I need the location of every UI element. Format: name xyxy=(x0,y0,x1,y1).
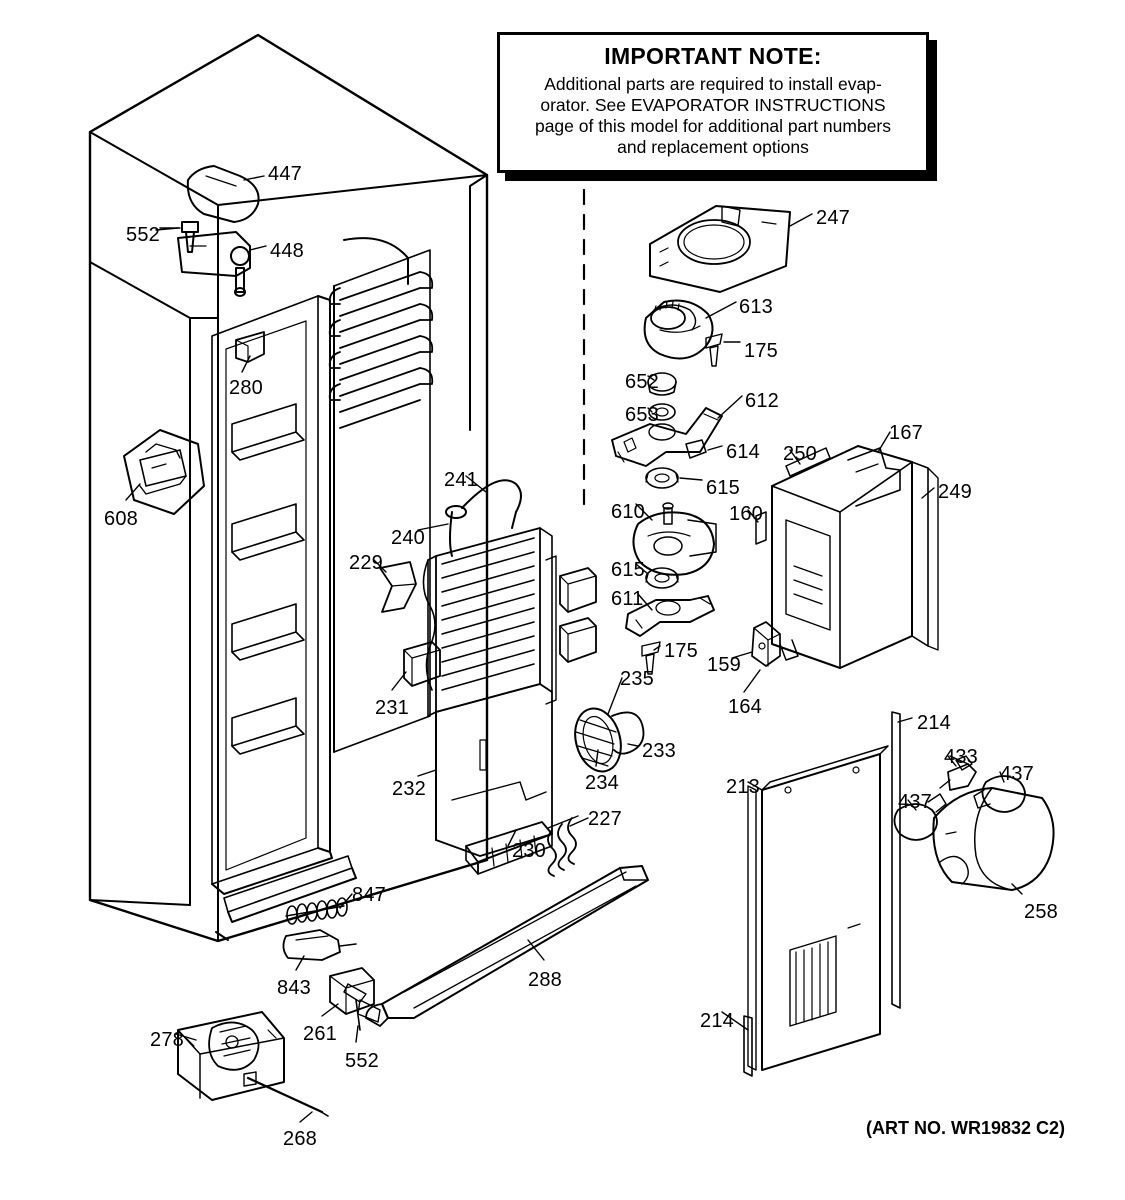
callout-552-1: 552 xyxy=(126,224,160,246)
callout-447-0: 447 xyxy=(268,163,302,185)
part-615-washer-lower xyxy=(646,568,678,588)
part-261-bracket xyxy=(330,968,380,1022)
callout-613-23: 613 xyxy=(739,296,773,318)
callout-231-8: 231 xyxy=(375,697,409,719)
evaporator-assembly xyxy=(423,480,556,856)
important-note-box xyxy=(497,32,929,173)
callout-448-2: 448 xyxy=(270,240,304,262)
callout-214-40: 214 xyxy=(917,712,951,734)
callout-247-22: 247 xyxy=(816,207,850,229)
note-title: IMPORTANT NOTE: xyxy=(604,43,822,69)
callout-610-30: 610 xyxy=(611,501,645,523)
part-843-roller xyxy=(283,930,356,960)
callout-611-32: 611 xyxy=(611,588,644,610)
part-847-spring xyxy=(286,898,347,924)
part-247-shroud xyxy=(650,206,790,292)
callout-615-31: 615 xyxy=(611,559,645,581)
callout-268-18: 268 xyxy=(283,1128,317,1150)
callout-612-26: 612 xyxy=(745,390,779,412)
callout-240-6: 240 xyxy=(391,527,425,549)
callout-234-20: 234 xyxy=(585,772,619,794)
part-235-fan-ring xyxy=(568,703,643,776)
callout-280-3: 280 xyxy=(229,377,263,399)
art-number-label: (ART NO. WR19832 C2) xyxy=(866,1118,1066,1138)
freezer-back-wall xyxy=(334,250,430,752)
callout-227-11: 227 xyxy=(588,808,622,830)
callout-261-15: 261 xyxy=(303,1023,337,1045)
note-line-1: Additional parts are required to install evap- xyxy=(544,74,882,94)
callout-167-35: 167 xyxy=(889,422,923,444)
part-552-screw-lower xyxy=(344,984,366,1030)
callout-233-21: 233 xyxy=(642,740,676,762)
callout-213-41: 213 xyxy=(726,776,760,798)
callout-250-34: 250 xyxy=(783,443,817,465)
callout-175-24: 175 xyxy=(744,340,778,362)
callout-847-13: 847 xyxy=(352,884,386,906)
part-229-clip xyxy=(380,562,416,612)
part-231-blocks-right xyxy=(560,568,596,662)
part-614-washer xyxy=(686,440,706,458)
callout-235-19: 235 xyxy=(620,668,654,690)
callout-241-5: 241 xyxy=(444,469,478,491)
callout-615-29: 615 xyxy=(706,477,740,499)
callout-437-43: 437 xyxy=(1000,763,1034,785)
note-line-2: orator. See EVAPORATOR INSTRUCTIONS xyxy=(540,95,886,115)
callout-608-4: 608 xyxy=(104,508,138,530)
part-613-fan-blade xyxy=(645,301,713,359)
callout-214-46: 214 xyxy=(700,1010,734,1032)
callout-229-7: 229 xyxy=(349,552,383,574)
part-167-249-housing xyxy=(752,446,938,668)
callout-249-36: 249 xyxy=(938,481,972,503)
note-line-3: page of this model for additional part numbers xyxy=(534,116,892,136)
part-213-back-panel xyxy=(762,746,888,1070)
callout-437-44: 437 xyxy=(898,791,932,813)
callout-232-9: 232 xyxy=(392,778,426,800)
coil-stack xyxy=(330,238,433,428)
callout-230-10: 230 xyxy=(512,840,546,862)
callout-164-39: 164 xyxy=(728,696,762,718)
callout-653-27: 653 xyxy=(625,404,659,426)
part-231-blocks xyxy=(404,642,440,686)
callout-552-16: 552 xyxy=(345,1050,379,1072)
callout-258-45: 258 xyxy=(1024,901,1058,923)
part-608-switch xyxy=(124,430,204,514)
note-line-4: and replacement options xyxy=(617,137,809,157)
callout-160-37: 160 xyxy=(729,503,763,525)
callout-175-33: 175 xyxy=(664,640,698,662)
callout-614-28: 614 xyxy=(726,441,760,463)
callout-159-38: 159 xyxy=(707,654,741,676)
door-shelves xyxy=(232,404,304,754)
part-288-trim xyxy=(366,866,648,1026)
callout-433-42: 433 xyxy=(944,746,978,768)
part-258-light-cover xyxy=(933,788,1053,890)
callout-843-14: 843 xyxy=(277,977,311,999)
part-615-washer-upper xyxy=(646,468,678,488)
callout-278-17: 278 xyxy=(150,1029,184,1051)
part-268-screw xyxy=(244,1072,328,1116)
part-448-hinge xyxy=(178,232,250,296)
part-175-screw-upper xyxy=(706,334,722,366)
cabinet-base xyxy=(216,856,356,940)
callout-652-25: 652 xyxy=(625,371,659,393)
callout-288-12: 288 xyxy=(528,969,562,991)
